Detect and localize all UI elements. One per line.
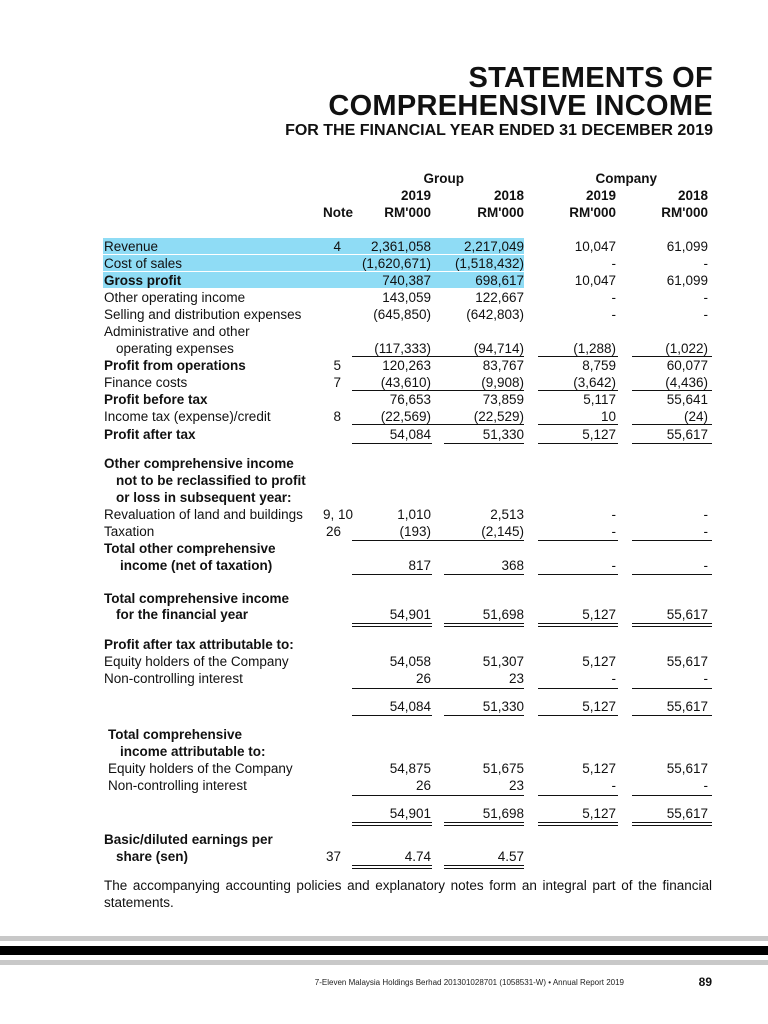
cell-group-2019: 54,084 bbox=[389, 699, 431, 714]
row-label: or loss in subsequent year: bbox=[116, 490, 292, 505]
cell-company-2019: 5,117 bbox=[583, 392, 616, 407]
row-eps-heading bbox=[0, 831, 768, 848]
row-label: Cost of sales bbox=[104, 256, 183, 271]
cell-company-2019: (3,642) bbox=[573, 375, 616, 390]
header-note: Note bbox=[323, 205, 353, 220]
cell-group-2018: 51,698 bbox=[482, 607, 524, 622]
cell-group-2018: 23 bbox=[508, 778, 524, 793]
cell-company-2019: - bbox=[611, 507, 616, 522]
cell-company-2018: 55,617 bbox=[666, 699, 708, 714]
cell-group-2019: 4.74 bbox=[404, 849, 431, 864]
cell-company-2019: 5,127 bbox=[582, 427, 616, 442]
cell-group-2019: 120,263 bbox=[382, 358, 431, 373]
cell-company-2018: 55,617 bbox=[666, 607, 708, 622]
row-label: Administrative and other bbox=[104, 324, 250, 339]
row-label: Profit after tax bbox=[104, 427, 196, 442]
row-subtotal-2 bbox=[0, 805, 768, 822]
row-toci bbox=[0, 557, 768, 574]
row-eps bbox=[0, 848, 768, 865]
cell-group-2018: 51,330 bbox=[482, 427, 524, 442]
row-note: 5 bbox=[333, 358, 341, 373]
cell-company-2018: - bbox=[703, 778, 708, 793]
cell-company-2019: - bbox=[611, 778, 616, 793]
cell-company-2019: 10,047 bbox=[574, 239, 616, 254]
cell-group-2019: (22,569) bbox=[380, 409, 431, 424]
row-toci-heading bbox=[0, 540, 768, 557]
row-selling-expenses bbox=[0, 306, 768, 323]
row-subtotal-1 bbox=[0, 698, 768, 715]
footer-bar-dark bbox=[0, 946, 768, 955]
cell-group-2019: (43,610) bbox=[380, 375, 431, 390]
footer-text: 7-Eleven Malaysia Holdings Berhad 201301028701 (1058531-W) • Annual Report 2019 bbox=[314, 978, 624, 987]
row-label: income (net of taxation) bbox=[120, 558, 273, 573]
cell-group-2019: 54,875 bbox=[389, 761, 431, 776]
cell-group-2018: (642,803) bbox=[466, 307, 524, 322]
cell-group-2019: 2,361,058 bbox=[370, 239, 431, 254]
row-income-tax bbox=[0, 408, 768, 425]
cell-group-2018: (94,714) bbox=[473, 341, 524, 356]
row-label: Gross profit bbox=[104, 273, 182, 288]
cell-group-2018: 83,767 bbox=[482, 358, 524, 373]
cell-company-2018: - bbox=[703, 524, 708, 539]
cell-group-2018: 122,667 bbox=[475, 290, 524, 305]
header-company: Company bbox=[595, 171, 657, 186]
row-label: Selling and distribution expenses bbox=[104, 307, 302, 322]
header-company-2019: 2019 bbox=[585, 188, 616, 203]
row-tci-heading bbox=[0, 590, 768, 607]
header-group-2018: 2018 bbox=[493, 188, 524, 203]
row-finance-costs bbox=[0, 374, 768, 391]
row-note: 37 bbox=[325, 849, 341, 864]
row-label: Total other comprehensive bbox=[104, 541, 276, 556]
cell-group-2018: (2,145) bbox=[481, 524, 524, 539]
row-label: Profit before tax bbox=[104, 392, 208, 407]
row-nci-2 bbox=[0, 777, 768, 794]
row-label: Other operating income bbox=[104, 290, 246, 305]
cell-group-2019: 54,084 bbox=[389, 427, 431, 442]
cell-company-2018: 61,099 bbox=[666, 239, 708, 254]
cell-company-2018: - bbox=[703, 671, 708, 686]
cell-group-2019: 26 bbox=[415, 778, 431, 793]
cell-group-2018: (9,908) bbox=[481, 375, 524, 390]
row-label: Basic/diluted earnings per bbox=[104, 832, 273, 847]
cell-group-2019: (645,850) bbox=[373, 307, 431, 322]
row-label: Profit after tax attributable to: bbox=[104, 637, 294, 652]
row-profit-before-tax bbox=[0, 391, 768, 408]
cell-company-2018: - bbox=[703, 307, 708, 322]
cell-company-2018: 55,617 bbox=[666, 654, 708, 669]
cell-company-2018: (24) bbox=[683, 409, 708, 424]
subtitle: FOR THE FINANCIAL YEAR ENDED 31 DECEMBER 2019 bbox=[285, 122, 713, 139]
cell-company-2019: 5,127 bbox=[582, 761, 616, 776]
cell-group-2019: 817 bbox=[408, 558, 431, 573]
row-oci-heading-1 bbox=[0, 455, 768, 472]
row-label: Non-controlling interest bbox=[104, 671, 243, 686]
row-label: Total comprehensive income bbox=[104, 591, 290, 606]
row-tcia-heading-1 bbox=[0, 726, 768, 743]
cell-group-2018: 698,617 bbox=[475, 273, 524, 288]
cell-group-2019: 54,058 bbox=[389, 654, 431, 669]
row-revaluation bbox=[0, 506, 768, 523]
cell-group-2018: 368 bbox=[501, 558, 524, 573]
cell-group-2019: (1,620,671) bbox=[361, 256, 431, 271]
row-admin-expenses bbox=[0, 340, 768, 357]
row-note: 4 bbox=[333, 239, 341, 254]
row-label: Equity holders of the Company bbox=[104, 654, 289, 669]
row-revenue bbox=[0, 238, 768, 255]
header-unit-4: RM'000 bbox=[661, 205, 708, 220]
cell-company-2018: - bbox=[703, 558, 708, 573]
row-label: Revenue bbox=[104, 239, 159, 254]
row-equity-holders-2 bbox=[0, 760, 768, 777]
row-gross-profit bbox=[0, 272, 768, 289]
row-tcia-heading-2 bbox=[0, 743, 768, 760]
row-label: Income tax (expense)/credit bbox=[104, 409, 271, 424]
row-oci-heading-3 bbox=[0, 489, 768, 506]
row-profit-after-tax bbox=[0, 426, 768, 443]
cell-group-2019: 26 bbox=[415, 671, 431, 686]
cell-company-2019: 5,127 bbox=[582, 806, 616, 821]
cell-company-2019: - bbox=[611, 671, 616, 686]
cell-company-2019: 5,127 bbox=[582, 607, 616, 622]
row-other-operating-income bbox=[0, 289, 768, 306]
row-equity-holders-1 bbox=[0, 653, 768, 670]
row-cost-of-sales bbox=[0, 255, 768, 272]
row-profit-from-operations bbox=[0, 357, 768, 374]
row-label: Total comprehensive bbox=[108, 727, 243, 742]
cell-company-2018: 55,641 bbox=[666, 392, 708, 407]
row-label: Profit from operations bbox=[104, 358, 246, 373]
row-note: 26 bbox=[325, 524, 341, 539]
cell-company-2018: (1,022) bbox=[665, 341, 708, 356]
row-tci bbox=[0, 606, 768, 623]
cell-company-2018: - bbox=[703, 290, 708, 305]
cell-group-2018: 4.57 bbox=[497, 849, 524, 864]
cell-group-2019: 54,901 bbox=[389, 806, 431, 821]
row-oci-heading-2 bbox=[0, 472, 768, 489]
cell-company-2018: 55,617 bbox=[666, 806, 708, 821]
footnote: The accompanying accounting policies and explanatory notes form an integral part of the financial statements. bbox=[104, 878, 712, 910]
header-unit-2: RM'000 bbox=[477, 205, 524, 220]
cell-company-2019: - bbox=[611, 290, 616, 305]
cell-group-2018: 73,859 bbox=[482, 392, 524, 407]
row-label: operating expenses bbox=[116, 341, 234, 356]
cell-company-2018: 55,617 bbox=[666, 761, 708, 776]
cell-group-2019: 1,010 bbox=[397, 507, 431, 522]
header-group-2019: 2019 bbox=[400, 188, 431, 203]
row-note: 7 bbox=[333, 375, 341, 390]
cell-company-2019: 5,127 bbox=[582, 699, 616, 714]
footer-bar-light bbox=[0, 936, 768, 941]
row-admin-label bbox=[0, 323, 768, 340]
row-label: Other comprehensive income bbox=[104, 456, 294, 471]
cell-company-2018: 61,099 bbox=[666, 273, 708, 288]
cell-group-2019: 740,387 bbox=[382, 273, 431, 288]
cell-company-2019: (1,288) bbox=[573, 341, 616, 356]
row-nci-1 bbox=[0, 670, 768, 687]
page-number: 89 bbox=[698, 975, 712, 989]
cell-group-2018: 51,307 bbox=[482, 654, 524, 669]
row-label: Revaluation of land and buildings bbox=[104, 507, 303, 522]
header-group: Group bbox=[423, 171, 464, 186]
row-label: for the financial year bbox=[116, 607, 249, 622]
cell-group-2018: 51,675 bbox=[482, 761, 524, 776]
cell-company-2018: - bbox=[703, 256, 708, 271]
cell-group-2018: 2,217,049 bbox=[463, 239, 524, 254]
row-pat-attributable-heading bbox=[0, 636, 768, 653]
cell-company-2018: 60,077 bbox=[666, 358, 708, 373]
cell-company-2019: 8,759 bbox=[582, 358, 616, 373]
row-taxation bbox=[0, 523, 768, 540]
row-note: 8 bbox=[333, 409, 341, 424]
cell-company-2019: - bbox=[611, 307, 616, 322]
row-note: 9, 10 bbox=[322, 507, 353, 522]
cell-group-2019: 76,653 bbox=[389, 392, 431, 407]
row-label: share (sen) bbox=[116, 849, 189, 864]
title-line-1: STATEMENTS OF bbox=[468, 62, 713, 94]
cell-group-2018: 51,698 bbox=[482, 806, 524, 821]
header-unit-1: RM'000 bbox=[384, 205, 431, 220]
row-label: not to be reclassified to profit bbox=[116, 473, 306, 488]
header-company-2018: 2018 bbox=[677, 188, 708, 203]
cell-group-2019: (193) bbox=[399, 524, 431, 539]
cell-company-2019: 10,047 bbox=[574, 273, 616, 288]
cell-group-2018: (1,518,432) bbox=[454, 256, 524, 271]
header-unit-3: RM'000 bbox=[569, 205, 616, 220]
row-label: Equity holders of the Company bbox=[108, 761, 293, 776]
row-label: Finance costs bbox=[104, 375, 188, 390]
cell-group-2019: 54,901 bbox=[389, 607, 431, 622]
cell-group-2019: 143,059 bbox=[382, 290, 431, 305]
cell-company-2019: - bbox=[611, 558, 616, 573]
cell-company-2019: - bbox=[611, 524, 616, 539]
cell-group-2018: 2,513 bbox=[490, 507, 524, 522]
cell-company-2018: (4,436) bbox=[665, 375, 708, 390]
cell-company-2019: - bbox=[611, 256, 616, 271]
row-label: Non-controlling interest bbox=[108, 778, 247, 793]
footer-bar-light-2 bbox=[0, 960, 768, 965]
cell-company-2019: 10 bbox=[600, 409, 616, 424]
cell-company-2018: 55,617 bbox=[666, 427, 708, 442]
cell-company-2019: 5,127 bbox=[582, 654, 616, 669]
cell-group-2018: 23 bbox=[508, 671, 524, 686]
cell-group-2018: 51,330 bbox=[482, 699, 524, 714]
cell-group-2019: (117,333) bbox=[374, 341, 431, 356]
cell-group-2018: (22,529) bbox=[473, 409, 524, 424]
row-label: income attributable to: bbox=[120, 744, 266, 759]
row-label: Taxation bbox=[104, 524, 155, 539]
cell-company-2018: - bbox=[703, 507, 708, 522]
title-line-2: COMPREHENSIVE INCOME bbox=[328, 90, 713, 122]
